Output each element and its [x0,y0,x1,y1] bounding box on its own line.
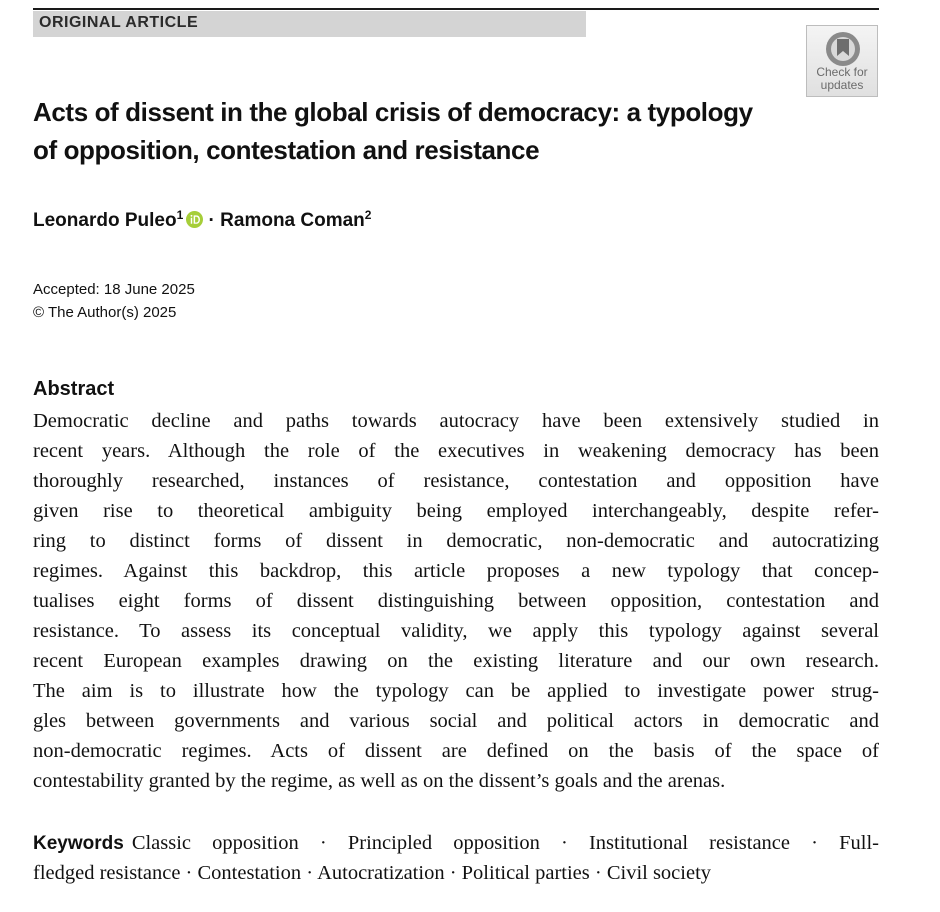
article-title [33,93,803,169]
keywords-line [33,828,879,858]
abstract-line: non-democratic regimes. Acts of dissent are defined on the basis of the space of [33,740,879,762]
abstract-line: regimes. Against this backdrop, this article proposes a new typology that concep- [33,560,879,582]
author-separator: · [208,210,215,231]
abstract-line: tualises eight forms of dissent distinguishing between opposition, contestation and [33,590,879,612]
article-type-label: ORIGINAL ARTICLE [39,14,199,31]
author-affiliation: 2 [364,208,372,222]
abstract-line: The aim is to illustrate how the typology can be applied to investigate power strug- [33,680,879,702]
abstract-line: ring to distinct forms of dissent in democratic, non-democratic and autocratizing [33,530,879,552]
check-for-updates-label: Check for updates [816,65,868,92]
author-name[interactable]: Leonardo Puleo [33,210,177,231]
author-name[interactable]: Ramona Coman [220,210,365,231]
abstract-line: recent European examples drawing on the existing literature and our own research. [33,650,879,672]
article-type-bar [33,11,586,37]
check-for-updates-icon [824,30,862,68]
abstract-line: gles between governments and various social and political actors in democratic and [33,710,879,732]
abstract-heading: Abstract [33,378,115,400]
abstract-body [33,406,879,796]
check-for-updates-button[interactable] [806,25,878,97]
copyright-notice: © The Author(s) 2025 [33,304,177,321]
keywords-line: fledged resistance · Contestation · Autocratization · Political parties · Civil society [33,862,712,884]
keywords-label: Keywords [33,833,124,854]
orcid-icon[interactable] [186,211,203,228]
author-list [33,208,371,234]
article-dates [33,278,195,324]
accepted-date: Accepted: 18 June 2025 [33,281,195,298]
abstract-line: thoroughly researched, instances of resistance, contestation and opposition have [33,470,879,492]
keywords-section [33,828,879,888]
abstract-line: resistance. To assess its conceptual validity, we apply this typology against several [33,620,879,642]
abstract-line: contestability granted by the regime, as well as on the dissent’s goals and the arenas. [33,770,726,792]
author-affiliation: 1 [176,208,184,222]
top-rule [33,8,879,10]
article-title-line: Acts of dissent in the global crisis of democracy: a typology [33,97,753,127]
abstract-line: recent years. Although the role of the executives in weakening democracy has been [33,440,879,462]
abstract-line: given rise to theoretical ambiguity being employed interchangeably, despite refer- [33,500,879,522]
article-title-line: of opposition, contestation and resistance [33,135,540,165]
keywords-text: Classic opposition · Principled opposition · Institutional resistance · Full- [131,832,879,854]
abstract-line: Democratic decline and paths towards autocracy have been extensively studied in [33,410,879,432]
